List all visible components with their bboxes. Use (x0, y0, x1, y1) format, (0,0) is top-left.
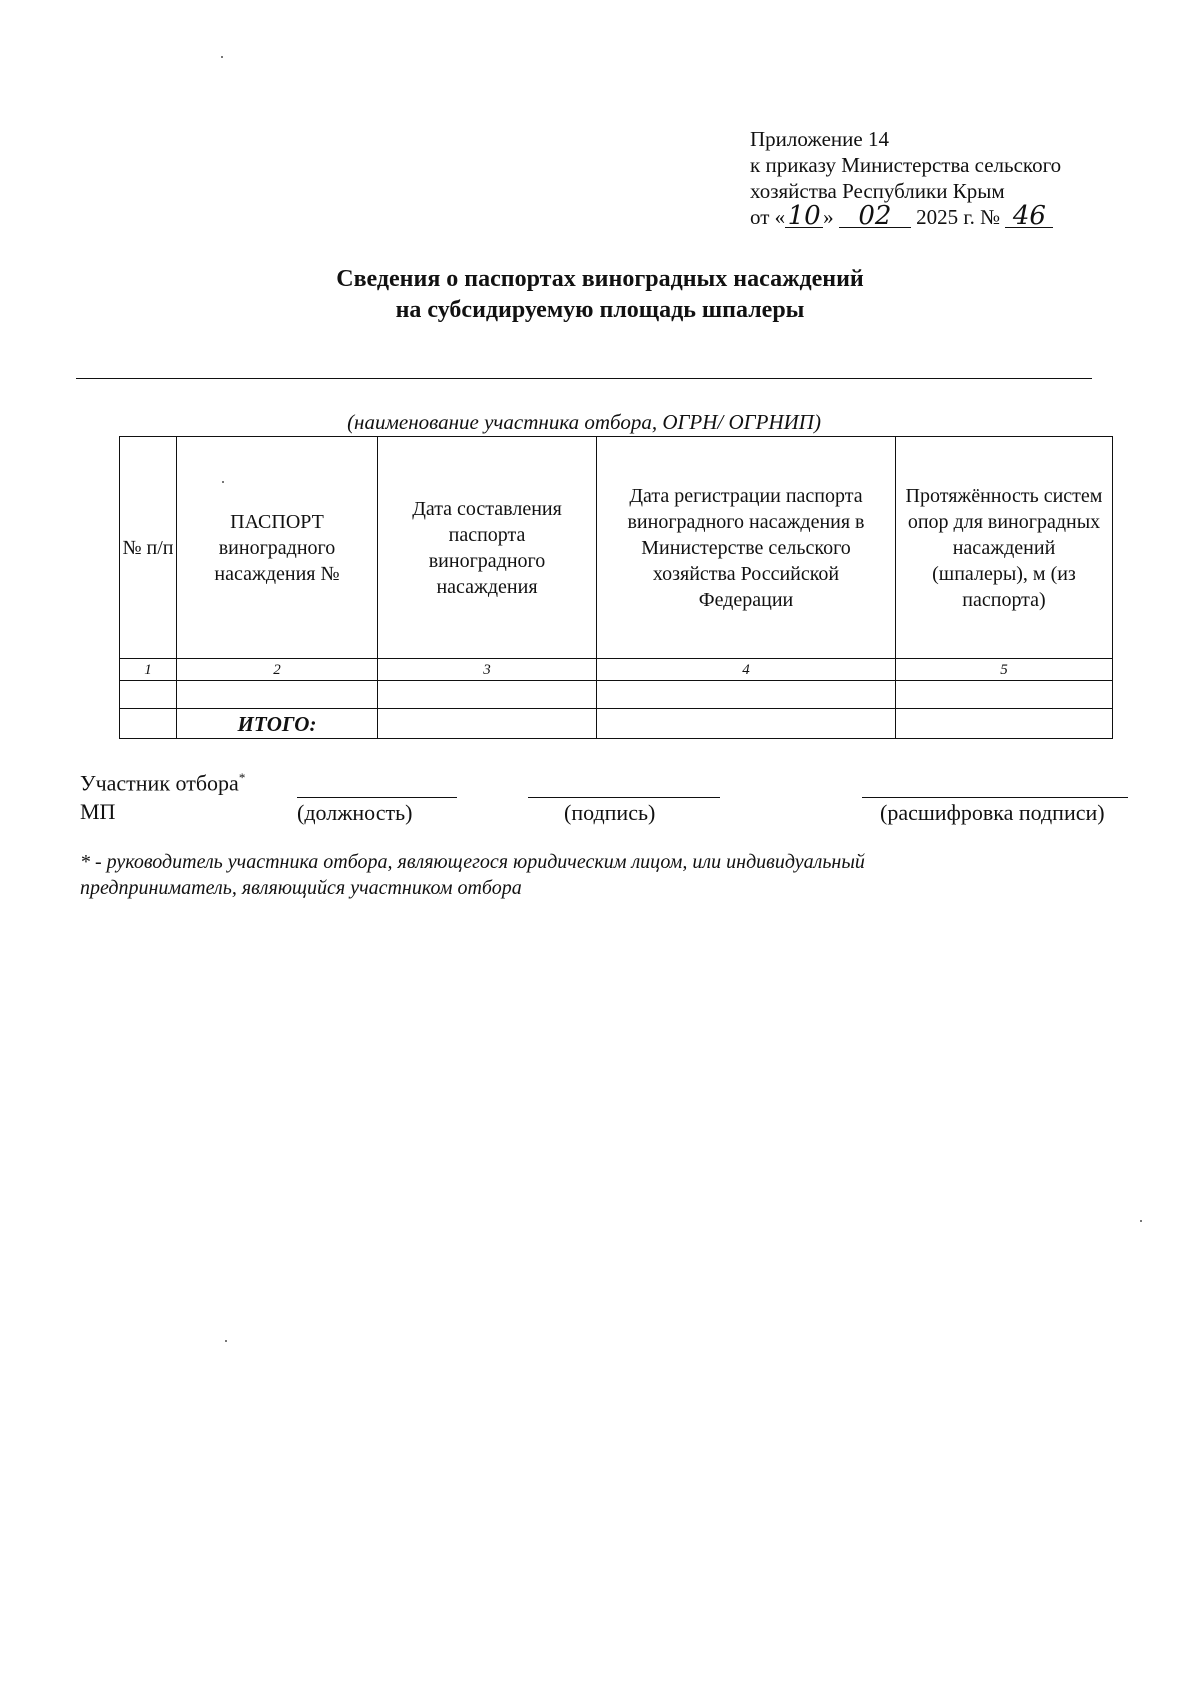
scan-speck (221, 56, 223, 58)
participant-label-text: Участник отбора (80, 770, 239, 796)
total-cell (896, 709, 1113, 739)
participant-asterisk: * (238, 770, 246, 785)
participant-name-line (76, 378, 1092, 379)
total-label: ИТОГО: (177, 709, 378, 739)
column-number: 3 (378, 659, 597, 681)
position-line (297, 797, 457, 798)
header-cell-compile-date: Дата составления паспорта виноградного насаждения (378, 437, 597, 659)
order-month: 02 (839, 205, 911, 228)
appendix-block (750, 126, 1061, 230)
column-number: 4 (597, 659, 896, 681)
table-row (120, 681, 1113, 709)
title-line-2: на субсидируемую площадь шпалеры (395, 297, 805, 323)
participant-label (80, 770, 245, 796)
header-cell-trellis-length: Протяжённость систем опор для виноградных насаждений (шпалеры), м (из паспорта) (896, 437, 1113, 659)
decoding-line (862, 797, 1128, 798)
total-cell (378, 709, 597, 739)
date-mid: » (823, 205, 834, 229)
appendix-line-1: Приложение 14 (750, 127, 889, 151)
appendix-line-3: хозяйства Республики Крым (750, 179, 1005, 203)
total-cell (597, 709, 896, 739)
order-date-line (750, 201, 1061, 231)
scan-speck (222, 481, 224, 483)
document-title (0, 264, 1200, 326)
signature-label: (подпись) (564, 800, 656, 825)
header-cell-registration-date: Дата регистрации паспорта виноградного насаждения в Министерстве сельского хозяйства Российской Федерации (597, 437, 896, 659)
footnote-line-1: * - руководитель участника отбора, являющегося юридическим лицом, или индивидуальный (80, 851, 865, 873)
scan-speck (225, 1340, 227, 1342)
table-cell (378, 681, 597, 709)
header-cell-passport: ПАСПОРТ виноградного насаждения № (177, 437, 378, 659)
table-cell (120, 681, 177, 709)
table-header-row (120, 437, 1113, 659)
footnote-line-2: предприниматель, являющийся участником отбора (80, 877, 522, 899)
column-number-row (120, 659, 1113, 681)
table-cell (896, 681, 1113, 709)
passports-table (119, 436, 1113, 739)
table-cell (597, 681, 896, 709)
position-label: (должность) (297, 800, 413, 825)
order-day: 10 (785, 205, 823, 228)
participant-caption: (наименование участника отбора, ОГРН/ ОГРНИП) (347, 410, 821, 434)
header-cell-number: № п/п (120, 437, 177, 659)
table-cell (177, 681, 378, 709)
scan-speck (1140, 1220, 1142, 1222)
footnote (80, 849, 1160, 901)
signature-line (528, 797, 720, 798)
decoding-label: (расшифровка подписи) (880, 800, 1105, 825)
order-year: 2025 г. № (916, 205, 1001, 229)
order-number: 46 (1005, 205, 1053, 228)
appendix-line-2: к приказу Министерства сельского (750, 153, 1062, 177)
table-cell (120, 709, 177, 739)
date-prefix: от « (750, 205, 786, 229)
column-number: 5 (896, 659, 1113, 681)
stamp-label: МП (80, 799, 116, 824)
column-number: 2 (177, 659, 378, 681)
total-row (120, 709, 1113, 739)
title-line-1: Сведения о паспортах виноградных насаждений (336, 266, 864, 292)
column-number: 1 (120, 659, 177, 681)
